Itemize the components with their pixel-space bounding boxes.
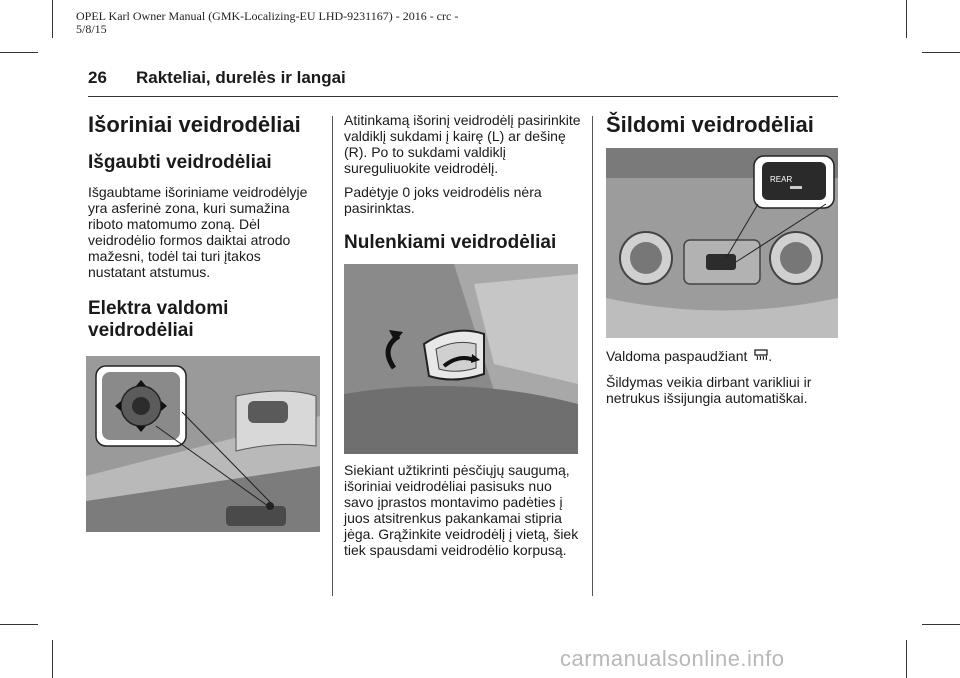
paragraph-pedestrian-safety: Siekiant užtikrinti pėsčiųjų saugumą, išoriniai veidrodėliai pasisuks nuo savo įprastos montavimo padėties į juos atsitrenkus pakankamai stipria jėga. Grąžinkite veidrodėlį į vietą, šiek tiek spausdami veidrodėlio korpusą. (344, 462, 579, 558)
mirror-control-illustration (86, 356, 320, 532)
document-header-line1: OPEL Karl Owner Manual (GMK-Localizing-EU LHD-9231167) - 2016 - crc - (76, 9, 459, 23)
column-1 (88, 112, 320, 352)
paragraph-heating-operates: Šildymas veikia dirbant varikliui ir netrukus išsijungia automatiškai. (606, 374, 812, 406)
heading-convex-mirrors: Išgaubti veidrodėliai (88, 152, 272, 173)
crop-mark (52, 640, 53, 678)
crop-mark (906, 640, 907, 678)
column-3 (606, 112, 842, 152)
heated-mirror-icon (754, 349, 768, 366)
column-2 (344, 112, 582, 264)
figure-mirror-control (86, 356, 320, 532)
figure-folding-mirror (344, 264, 578, 454)
rear-button-label: REAR (770, 175, 793, 184)
document-header (76, 10, 516, 36)
paragraph-select-mirror: Atitinkamą išorinį veidrodėlį pasirinkite valdiklį sukdami į kairę (L) ar dešinę (R). Po to sukdami valdiklį sureguliuokite veidrodėlį. (344, 112, 581, 176)
column-2-lower (344, 462, 582, 566)
heading-heated-mirrors: Šildomi veidrodėliai (606, 112, 814, 137)
operated-by-pressing-text: Valdoma paspaudžiant (606, 348, 748, 364)
column-3-lower (606, 348, 842, 414)
paragraph-operated-by-pressing: Valdoma paspaudžiant . (606, 348, 773, 364)
page-number: 26 (88, 68, 107, 87)
heading-electric-mirrors: Elektra valdomi veidrodėliai (88, 298, 229, 341)
crop-mark (906, 0, 907, 38)
column-divider (332, 116, 333, 596)
section-title: Rakteliai, durelės ir langai (136, 68, 346, 87)
folding-mirror-illustration (344, 264, 578, 454)
watermark: carmanualsonline.info (560, 646, 785, 671)
paragraph-position-zero: Padėtyje 0 joks veidrodėlis nėra pasirinktas. (344, 184, 542, 216)
column-divider (592, 116, 593, 596)
heated-mirror-illustration (606, 148, 838, 338)
crop-mark (52, 0, 53, 38)
heading-exterior-mirrors: Išoriniai veidrodėliai (88, 112, 301, 137)
figure-heated-mirror-button (606, 148, 838, 338)
document-header-line2: 5/8/15 (76, 22, 107, 36)
heading-folding-mirrors: Nulenkiami veidrodėliai (344, 232, 557, 253)
header-rule (88, 96, 838, 97)
crop-mark (0, 624, 38, 625)
crop-mark (922, 624, 960, 625)
crop-mark (0, 52, 38, 53)
paragraph-convex: Išgaubtame išoriniame veidrodėlyje yra asferinė zona, kuri sumažina riboto matomumo zoną. Dėl veidrodėlio formos daiktai atrodo mažesni, todėl tai turi įtakos nustatant atstumus. (88, 184, 308, 280)
crop-mark (922, 52, 960, 53)
